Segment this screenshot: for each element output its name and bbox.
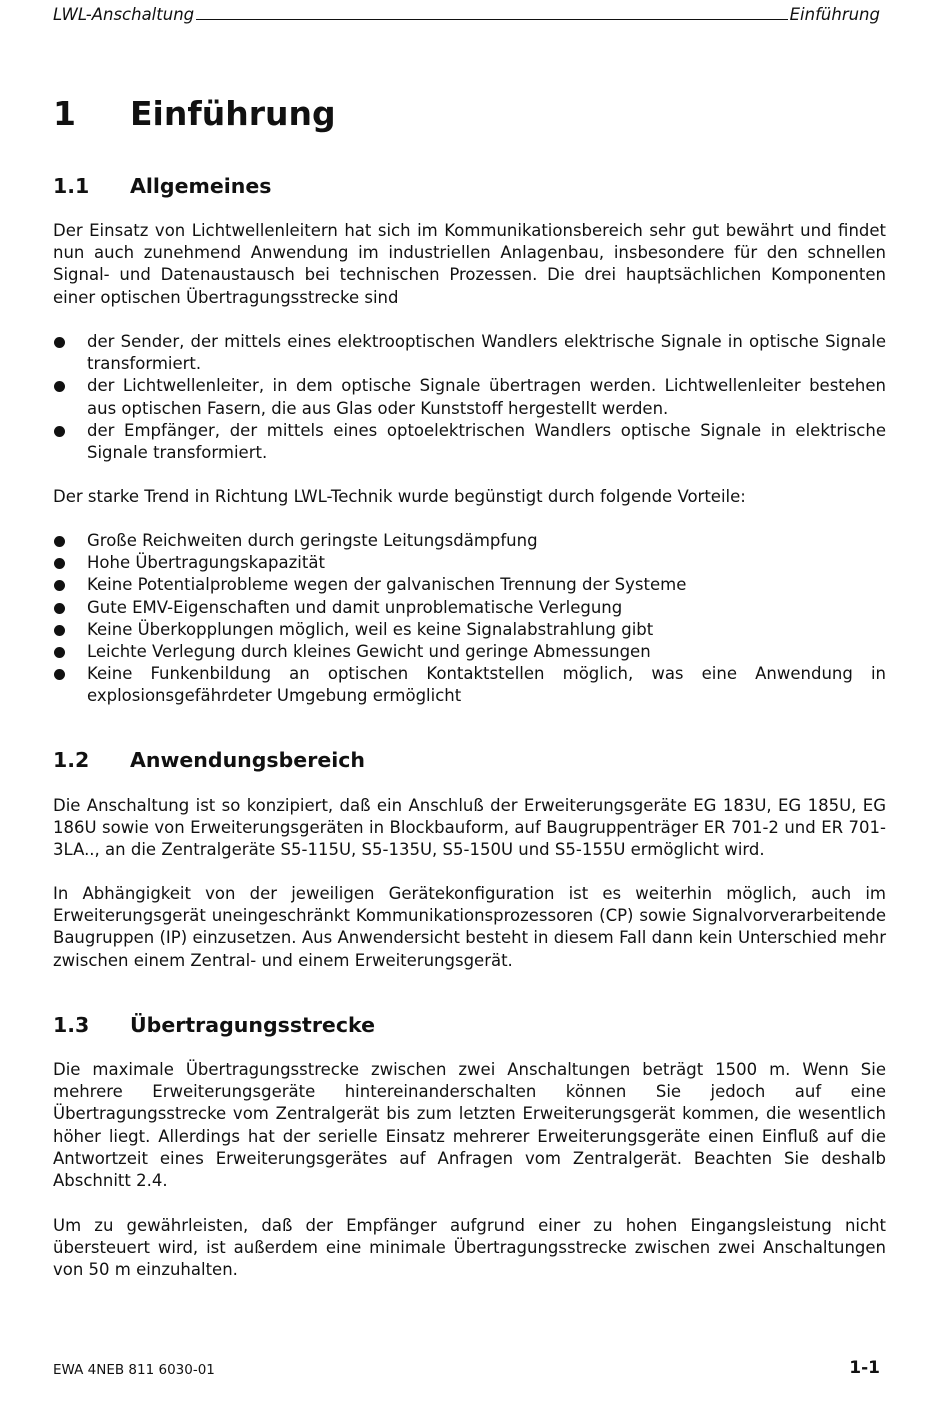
section-1-3-title-text: Übertragungsstrecke <box>130 1013 375 1037</box>
bullet-icon <box>54 381 65 392</box>
section-1-1-title <box>53 172 272 200</box>
footer-doc-id: EWA 4NEB 811 6030-01 <box>53 1362 215 1378</box>
header-right: Einführung <box>789 5 880 24</box>
list-item-text: Hohe Übertragungskapazität <box>87 553 325 573</box>
list-item <box>53 597 886 619</box>
bullet-icon <box>54 647 65 658</box>
list-item-text: der Empfänger, der mittels eines optoelektrischen Wandlers optische Signale in elektrische Signale transformiert. <box>87 420 886 463</box>
list-item <box>53 552 886 574</box>
list-item <box>53 641 886 663</box>
bullet-icon <box>54 625 65 636</box>
section-1-3-number: 1.3 <box>53 1013 90 1037</box>
section-1-3-title <box>53 1011 375 1039</box>
running-header <box>53 0 880 24</box>
bullet-icon <box>54 580 65 591</box>
section-1-2-title <box>53 746 365 774</box>
chapter-title <box>53 92 336 136</box>
bullet-icon <box>54 669 65 680</box>
footer-page-number: 1-1 <box>849 1358 880 1378</box>
bullet-icon <box>54 558 65 569</box>
bullet-icon <box>54 426 65 437</box>
bullet-icon <box>54 603 65 614</box>
list-item-text: der Sender, der mittels eines elektrooptischen Wandlers elektrische Signale in optische Signale transformiert. <box>87 332 886 374</box>
list-item-text: Gute EMV-Eigenschaften und damit unproblematische Verlegung <box>87 597 623 617</box>
components-list <box>53 331 886 464</box>
list-item-text: Keine Potentialprobleme wegen der galvanischen Trennung der Systeme <box>87 575 687 595</box>
list-item <box>53 574 886 596</box>
list-item-text: Große Reichweiten durch geringste Leitungsdämpfung <box>87 531 538 550</box>
list-item <box>53 663 886 707</box>
section-1-2-title-text: Anwendungsbereich <box>130 748 365 772</box>
bullet-icon <box>54 536 65 547</box>
section-1-2-paragraph-2: In Abhängigkeit von der jeweiligen Gerätekonfiguration ist es weiterhin möglich, auch im Erweiterungsgerät uneingeschränkt Kommunikationsprozessoren (CP) sowie Signalvorverarbeitende Baugruppen (IP) einzusetzen. Aus Anwendersicht besteht in diesem Fall dann kein Unterschied mehr zwischen einem Zentral- und einem Erweiterungsgerät. <box>53 884 886 970</box>
section-1-2-paragraph-1: Die Anschaltung ist so konzipiert, daß ein Anschluß der Erweiterungsgeräte EG 183U, EG 185U, EG 186U sowie von Erweiterungsgeräten in Blockbauform, auf Baugruppenträger ER 701-2 und ER 701-3LA.., an die Zentralgeräte S5-115U, S5-135U, S5-150U und S5-155U ermöglicht wird. <box>53 796 886 860</box>
list-item <box>53 375 886 419</box>
list-item-text: Keine Funkenbildung an optischen Kontaktstellen möglich, was eine Anwendung in explosionsgefährdeter Umgebung ermöglicht <box>87 664 886 706</box>
chapter-number: 1 <box>53 94 76 133</box>
section-1-3-paragraph-2: Um zu gewährleisten, daß der Empfänger aufgrund einer zu hohen Eingangsleistung nicht übersteuert wird, ist außerdem eine minimale Übertragungsstrecke zwischen zwei Anschaltungen von 50 m einzuhalten. <box>53 1216 886 1280</box>
list-item <box>53 420 886 464</box>
section-1-1-title-text: Allgemeines <box>130 174 272 198</box>
section-1-2-number: 1.2 <box>53 748 90 772</box>
list-item-text: Keine Überkopplungen möglich, weil es keine Signalabstrahlung gibt <box>87 619 654 639</box>
header-left: LWL-Anschaltung <box>53 5 195 24</box>
list-item-text: Leichte Verlegung durch kleines Gewicht und geringe Abmessungen <box>87 642 651 662</box>
section-1-1-number: 1.1 <box>53 174 90 198</box>
list-item <box>53 331 886 375</box>
trend-paragraph: Der starke Trend in Richtung LWL-Technik wurde begünstigt durch folgende Vorteile: <box>53 487 746 506</box>
chapter-title-text: Einführung <box>130 94 336 133</box>
bullet-icon <box>54 337 65 348</box>
section-1-3-paragraph-1: Die maximale Übertragungsstrecke zwischen zwei Anschaltungen beträgt 1500 m. Wenn Sie mehrere Erweiterungsgeräte hintereinanderschalten können Sie jedoch auf eine Übertragungsstrecke vom Zentralgerät bis zum letzten Erweiterungsgerät kommen, die wesentlich höher liegt. Allerdings hat der serielle Einsatz mehrerer Erweiterungsgeräte einen Einfluß auf die Antwortzeit eines Erweiterungsgerätes auf Anfragen vom Zentralgerät. Beachten Sie deshalb Abschnitt 2.4. <box>53 1060 886 1191</box>
header-rule <box>196 19 787 20</box>
list-item-text: der Lichtwellenleiter, in dem optische Signale übertragen werden. Lichtwellenleiter bestehen aus optischen Fasern, die aus Glas oder Kunststoff hergestellt werden. <box>87 376 886 418</box>
advantages-list <box>53 530 886 708</box>
list-item <box>53 619 886 641</box>
list-item <box>53 530 886 552</box>
section-1-1-intro: Der Einsatz von Lichtwellenleitern hat sich im Kommunikationsbereich sehr gut bewährt und findet nun auch zunehmend Anwendung im industriellen Anlagenbau, insbesondere für den schnellen Signal- und Datenaustausch bei technischen Prozessen. Die drei hauptsächlichen Komponenten einer optischen Übertragungsstrecke sind <box>53 221 886 307</box>
